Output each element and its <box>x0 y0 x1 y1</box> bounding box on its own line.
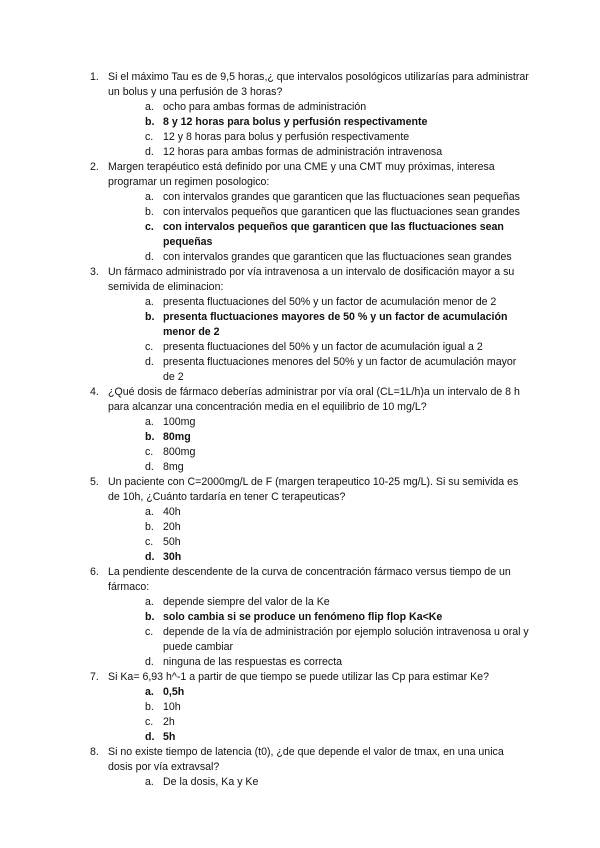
option-text: 5h <box>163 731 176 743</box>
answer-option-correct <box>108 610 530 625</box>
question-number: 6. <box>90 566 99 578</box>
option-text: con intervalos grandes que garanticen que las fluctuaciones sean grandes <box>163 251 512 263</box>
option-letter: d. <box>145 656 154 668</box>
question-item <box>90 475 530 565</box>
option-letter: a. <box>145 191 154 203</box>
option-text: solo cambia si se produce un fenómeno flip flop Ka<Ke <box>163 611 443 623</box>
answer-option <box>108 715 530 730</box>
question-text: ¿Qué dosis de fármaco deberías administrar por vía oral (CL=1L/h)a un intervalo de 8 h para alcanzar una concentración media en el equilibrio de 10 mg/L? <box>108 386 520 413</box>
answer-option <box>108 625 530 655</box>
option-letter: a. <box>145 296 154 308</box>
question-text: La pendiente descendente de la curva de concentración fármaco versus tiempo de un fármaco: <box>108 566 511 593</box>
answer-option <box>108 205 530 220</box>
option-letter: a. <box>145 776 154 788</box>
option-text: 30h <box>163 551 182 563</box>
question-list <box>90 70 530 790</box>
option-letter: b. <box>145 431 155 443</box>
option-text: 40h <box>163 506 181 518</box>
answer-option-correct <box>108 550 530 565</box>
option-text: 50h <box>163 536 181 548</box>
option-text: con intervalos pequeños que garanticen que las fluctuaciones sean pequeñas <box>163 221 504 248</box>
option-text: depende de la vía de administración por ejemplo solución intravenosa u oral y puede cambiar <box>163 626 529 653</box>
answer-option <box>108 655 530 670</box>
option-letter: b. <box>145 116 155 128</box>
answer-options <box>108 100 530 160</box>
answer-option-correct <box>108 430 530 445</box>
question-text: Si el máximo Tau es de 9,5 horas,¿ que intervalos posológicos utilizarías para administrar un bolus y una perfusión de 3 horas? <box>108 71 529 98</box>
option-text: 20h <box>163 521 181 533</box>
question-number: 2. <box>90 161 99 173</box>
answer-option <box>108 460 530 475</box>
question-number: 8. <box>90 746 99 758</box>
question-text: Si Ka= 6,93 h^-1 a partir de que tiempo se puede utilizar las Cp para estimar Ke? <box>108 671 489 683</box>
option-text: 8mg <box>163 461 184 473</box>
question-item <box>90 670 530 745</box>
option-letter: b. <box>145 701 154 713</box>
option-letter: a. <box>145 686 154 698</box>
answer-option <box>108 445 530 460</box>
answer-option <box>108 190 530 205</box>
question-text: Margen terapéutico está definido por una CME y una CMT muy próximas, interesa programar un regimen posologico: <box>108 161 495 188</box>
answer-option-correct <box>108 220 530 250</box>
option-text: 10h <box>163 701 181 713</box>
answer-option <box>108 340 530 355</box>
option-text: 100mg <box>163 416 196 428</box>
answer-options <box>108 415 530 475</box>
answer-option-correct <box>108 310 530 340</box>
answer-options <box>108 685 530 745</box>
option-text: 0,5h <box>163 686 185 698</box>
answer-option-correct <box>108 115 530 130</box>
option-letter: a. <box>145 101 154 113</box>
answer-options <box>108 595 530 670</box>
answer-options <box>108 505 530 565</box>
answer-option <box>108 595 530 610</box>
option-letter: c. <box>145 716 154 728</box>
option-text: presenta fluctuaciones del 50% y un factor de acumulación igual a 2 <box>163 341 483 353</box>
option-letter: c. <box>145 536 154 548</box>
question-item <box>90 565 530 670</box>
option-letter: c. <box>145 221 154 233</box>
option-letter: c. <box>145 446 154 458</box>
option-letter: b. <box>145 311 155 323</box>
option-letter: a. <box>145 596 154 608</box>
option-letter: b. <box>145 206 154 218</box>
option-letter: d. <box>145 356 154 368</box>
option-text: con intervalos pequeños que garanticen que las fluctuaciones sean grandes <box>163 206 520 218</box>
answer-option <box>108 520 530 535</box>
option-letter: d. <box>145 551 155 563</box>
question-item <box>90 385 530 475</box>
option-letter: a. <box>145 416 154 428</box>
question-item <box>90 265 530 385</box>
option-text: con intervalos grandes que garanticen que las fluctuaciones sean pequeñas <box>163 191 520 203</box>
answer-option <box>108 535 530 550</box>
option-letter: c. <box>145 341 154 353</box>
question-number: 7. <box>90 671 99 683</box>
answer-option <box>108 145 530 160</box>
answer-option <box>108 700 530 715</box>
option-text: 80mg <box>163 431 191 443</box>
option-text: presenta fluctuaciones del 50% y un factor de acumulación menor de 2 <box>163 296 497 308</box>
option-text: ninguna de las respuestas es correcta <box>163 656 343 668</box>
question-text: Si no existe tiempo de latencia (t0), ¿de que depende el valor de tmax, en una unica dosis por vía extravsal? <box>108 746 504 773</box>
option-letter: d. <box>145 731 155 743</box>
question-number: 3. <box>90 266 99 278</box>
question-item <box>90 70 530 160</box>
option-text: presenta fluctuaciones mayores de 50 % y un factor de acumulación menor de 2 <box>163 311 508 338</box>
option-text: depende siempre del valor de la Ke <box>163 596 330 608</box>
answer-options <box>108 295 530 385</box>
option-text: ocho para ambas formas de administración <box>163 101 367 113</box>
question-item <box>90 745 530 790</box>
option-text: 8 y 12 horas para bolus y perfusión respectivamente <box>163 116 428 128</box>
answer-option <box>108 355 530 385</box>
question-text: Un fármaco administrado por vía intravenosa a un intervalo de dosificación mayor a su semivida de eliminacion: <box>108 266 515 293</box>
answer-option <box>108 775 530 790</box>
answer-options <box>108 190 530 265</box>
option-text: 2h <box>163 716 175 728</box>
answer-option <box>108 505 530 520</box>
question-number: 5. <box>90 476 99 488</box>
option-letter: c. <box>145 131 154 143</box>
answer-options <box>108 775 530 790</box>
question-number: 1. <box>90 71 99 83</box>
answer-option <box>108 100 530 115</box>
option-text: De la dosis, Ka y Ke <box>163 776 259 788</box>
answer-option <box>108 250 530 265</box>
option-letter: a. <box>145 506 154 518</box>
option-letter: d. <box>145 461 154 473</box>
answer-option <box>108 415 530 430</box>
question-text: Un paciente con C=2000mg/L de F (margen terapeutico 10-25 mg/L). Si su semivida es de 10h, ¿Cuánto tardaría en tener C terapeuticas? <box>108 476 519 503</box>
option-letter: c. <box>145 626 154 638</box>
option-letter: b. <box>145 521 154 533</box>
answer-option <box>108 130 530 145</box>
answer-option-correct <box>108 730 530 745</box>
question-item <box>90 160 530 265</box>
answer-option <box>108 295 530 310</box>
option-text: presenta fluctuaciones menores del 50% y un factor de acumulación mayor de 2 <box>163 356 517 383</box>
option-letter: d. <box>145 251 154 263</box>
option-letter: d. <box>145 146 154 158</box>
option-text: 800mg <box>163 446 196 458</box>
option-text: 12 horas para ambas formas de administración intravenosa <box>163 146 443 158</box>
option-text: 12 y 8 horas para bolus y perfusión respectivamente <box>163 131 410 143</box>
answer-option-correct <box>108 685 530 700</box>
question-number: 4. <box>90 386 99 398</box>
option-letter: b. <box>145 611 155 623</box>
